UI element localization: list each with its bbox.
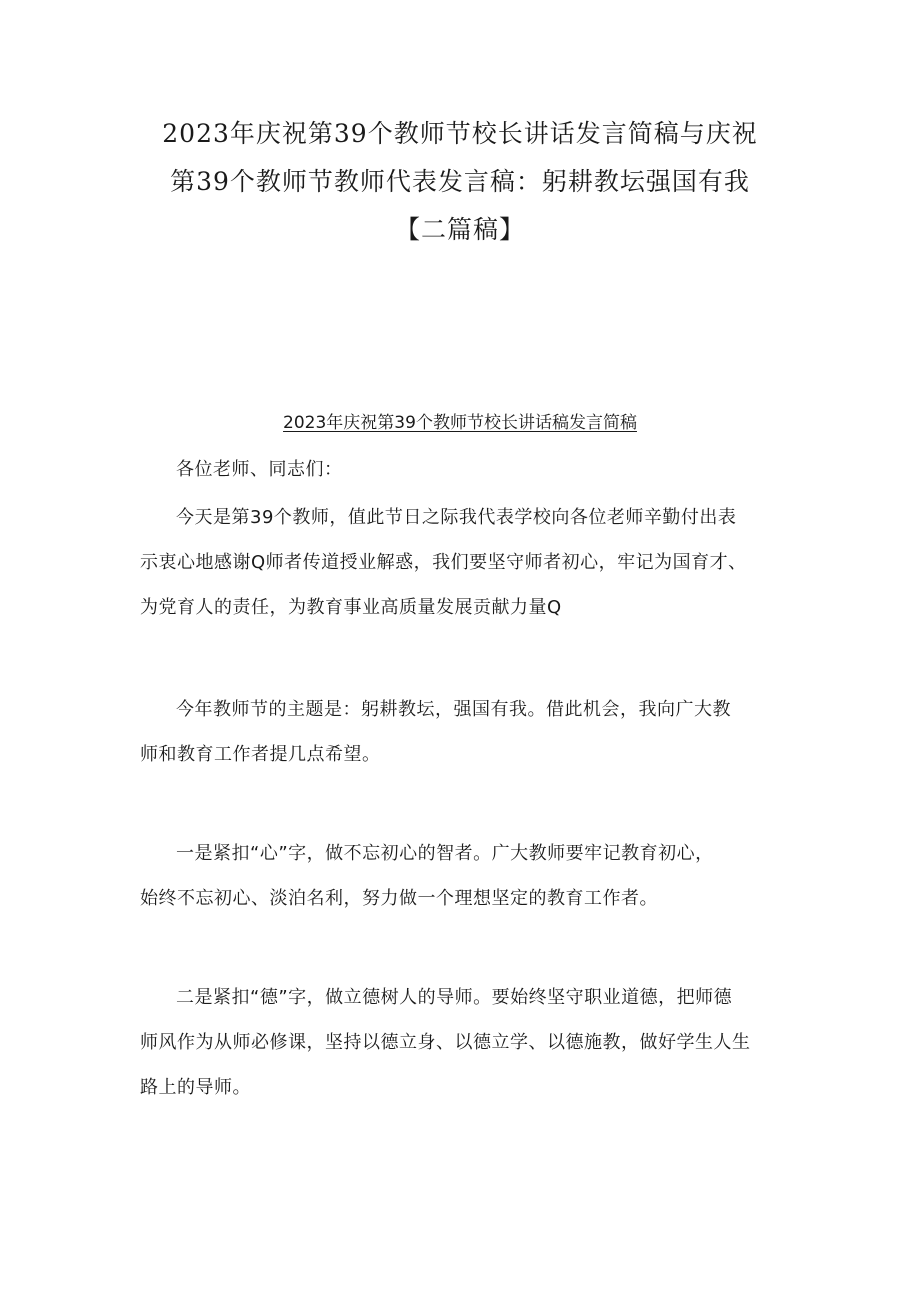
- document-title: [120, 110, 800, 254]
- salutation: [140, 452, 788, 488]
- paragraph-4-line-2: 师风作为从师必修课，坚持以德立身、以德立学、以德施教，做好学生人生: [140, 1032, 751, 1053]
- paragraph-2: [140, 692, 788, 773]
- paragraph-3-line-1: 一是紧扣“心”字，做不忘初心的智者。广大教师要牢记教育初心，: [176, 843, 714, 864]
- paragraph-2-line-1: 今年教师节的主题是：躬耕教坛，强国有我。借此机会，我向广大教: [176, 699, 731, 720]
- paragraph-3: [140, 836, 788, 917]
- section-title: 2023年庆祝第39个教师节校长讲话稿发言简稿: [283, 413, 637, 433]
- paragraph-4: [140, 980, 788, 1106]
- salutation-text: 各位老师、同志们：: [176, 459, 343, 480]
- paragraph-4-line-3: 路上的导师。: [140, 1077, 251, 1098]
- paragraph-2-line-2: 师和教育工作者提几点希望。: [140, 744, 381, 765]
- title-line-2: 第39个教师节教师代表发言稿：躬耕教坛强国有我: [170, 167, 750, 196]
- paragraph-4-line-1: 二是紧扣“德”字，做立德树人的导师。要始终坚守职业道德，把师德: [176, 987, 733, 1008]
- paragraph-1-line-3: 为党育人的责任，为教育事业高质量发展贡献力量Q: [140, 597, 562, 618]
- title-line-1: 2023年庆祝第39个教师节校长讲话发言简稿与庆祝: [162, 119, 758, 148]
- title-line-3: 【二篇稿】: [394, 215, 525, 244]
- paragraph-1-line-1: 今天是第39个教师，值此节日之际我代表学校向各位老师辛勤付出表: [176, 507, 737, 528]
- paragraph-1-line-2: 示衷心地感谢Q师者传道授业解惑，我们要坚守师者初心，牢记为国育才、: [140, 552, 747, 573]
- paragraph-3-line-2: 始终不忘初心、淡泊名利，努力做一个理想坚定的教育工作者。: [140, 888, 658, 909]
- paragraph-1: [140, 500, 788, 626]
